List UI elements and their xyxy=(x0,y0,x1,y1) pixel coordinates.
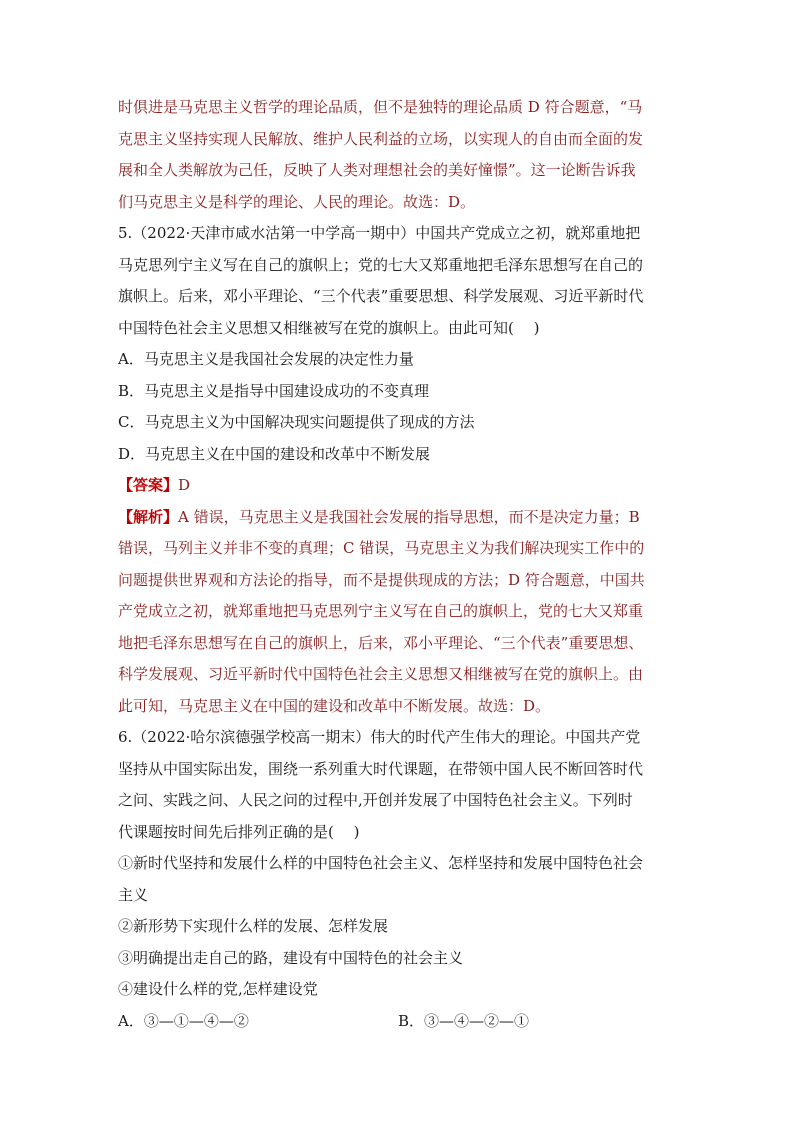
text-line: 克思主义坚持实现人民解放、维护人民利益的立场，以实现人的自由而全面的发 xyxy=(118,129,644,148)
answer-tag: 【答案】 xyxy=(118,476,179,494)
document-page xyxy=(118,92,678,1037)
analysis-line: 科学发展观、习近平新时代中国特色社会主义思想又相继被写在党的旗帜上。由 xyxy=(118,665,644,683)
answer-line xyxy=(118,470,678,502)
analysis-line: 地把毛泽东思想写在自己的旗帜上，后来，邓小平理论、“三个代表”重要思想、 xyxy=(118,633,644,652)
question-stem-line: 5.（2022·天津市咸水沽第一中学高一期中）中国共产党成立之初，就郑重地把 xyxy=(118,224,641,242)
question-stem-line: 坚持从中国实际出发，围绕一系列重大时代课题，在带领中国人民不断回答时代 xyxy=(118,759,644,778)
text-line: 们马克思主义是科学的理论、人民的理论。故选：D。 xyxy=(118,192,476,211)
analysis-tag: 【解析】 xyxy=(118,507,179,526)
answer-value: D xyxy=(178,476,191,494)
numbered-item: 主义 xyxy=(118,885,149,904)
option-d: D．马克思主义在中国的建设和改革中不断发展 xyxy=(118,444,431,463)
option-a: A．马克思主义是我国社会发展的决定性力量 xyxy=(118,350,414,368)
options-row xyxy=(118,1006,678,1038)
question-5 xyxy=(118,218,678,722)
text-line: 展和全人类解放为己任，反映了人类对理想社会的美好憧憬”。这一论断告诉我 xyxy=(118,161,636,179)
question-stem-line: 之问、实践之问、人民之问的过程中,开创并发展了中国特色社会主义。下列时 xyxy=(118,791,633,809)
text-line: 时俱进是马克思主义哲学的理论品质，但不是独特的理论品质 D 符合题意，“马 xyxy=(118,98,643,116)
previous-analysis-continuation xyxy=(118,92,678,218)
question-stem-line: 旗帜上。后来，邓小平理论、“三个代表”重要思想、科学发展观、习近平新时代 xyxy=(118,287,644,305)
question-stem-line: 中国特色社会主义思想又相继被写在党的旗帜上。由此可知( ) xyxy=(118,318,540,337)
numbered-item: ②新形势下实现什么样的发展、怎样发展 xyxy=(118,917,389,935)
analysis-first-line xyxy=(118,502,678,534)
option-b: B．③—④—②—① xyxy=(398,1011,530,1030)
numbered-item: ①新时代坚持和发展什么样的中国特色社会主义、怎样坚持和发展中国特色社会 xyxy=(118,854,644,872)
numbered-item: ④建设什么样的党,怎样建设党 xyxy=(118,980,318,998)
question-stem-line: 6.（2022·哈尔滨德强学校高一期末）伟大的时代产生伟大的理论。中国共产党 xyxy=(118,728,641,746)
option-b: B．马克思主义是指导中国建设成功的不变真理 xyxy=(118,381,430,400)
numbered-item: ③明确提出走自己的路，建设有中国特色的社会主义 xyxy=(118,948,464,967)
analysis-line: 此可知，马克思主义在中国的建设和改革中不断发展。故选：D。 xyxy=(118,696,551,715)
analysis-text: A 错误，马克思主义是我国社会发展的指导思想，而不是决定力量；B xyxy=(178,507,640,526)
question-stem-line: 代课题按时间先后排列正确的是( ) xyxy=(118,822,360,841)
analysis-line: 问题提供世界观和方法论的指导，而不是提供现成的方法；D 符合题意，中国共 xyxy=(118,570,645,589)
option-c: C．马克思主义为中国解决现实问题提供了现成的方法 xyxy=(118,413,475,431)
question-6 xyxy=(118,722,678,1037)
analysis-line: 产党成立之初，就郑重地把马克思列宁主义写在自己的旗帜上，党的七大又郑重 xyxy=(118,602,644,620)
analysis-line: 错误，马列主义并非不变的真理；C 错误，马克思主义为我们解决现实工作中的 xyxy=(118,539,645,557)
option-a: A．③—①—④—② xyxy=(118,1011,249,1030)
question-stem-line: 马克思列宁主义写在自己的旗帜上；党的七大又郑重地把毛泽东思想写在自己的 xyxy=(118,255,644,274)
